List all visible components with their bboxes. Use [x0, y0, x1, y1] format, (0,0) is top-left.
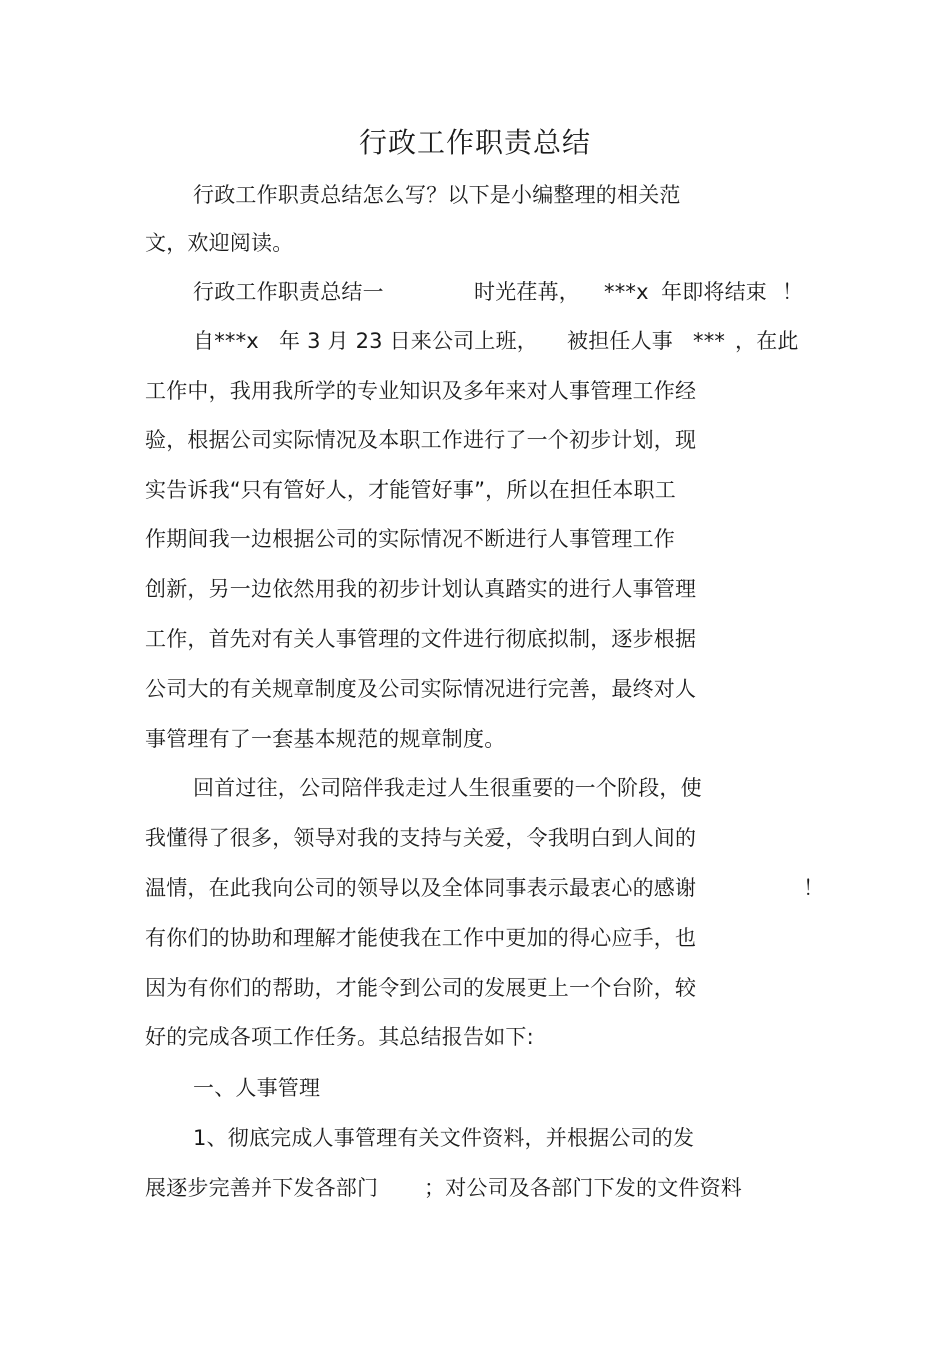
paragraph-line-12: 事管理有了一套基本规范的规章制度。	[145, 727, 506, 751]
text-distribute: 展逐步完善并下发各部门	[145, 1176, 379, 1200]
paragraph-line-14: 我懂得了很多，领导对我的支持与关爱，令我明白到人间的	[145, 826, 697, 850]
heading-text-year-mask: ***x	[604, 280, 649, 304]
paragraph-line-18: 好的完成各项工作任务。其总结报告如下:	[145, 1025, 534, 1049]
list-item-1-row-2	[0, 1173, 950, 1203]
paragraph-row-thanks	[0, 873, 950, 903]
paragraph-line-17: 因为有你们的帮助，才能令到公司的发展更上一个台阶，较	[145, 976, 697, 1000]
paragraph-line-10: 工作，首先对有关人事管理的文件进行彻底拟制，逐步根据	[145, 627, 697, 651]
section-heading-row	[0, 277, 950, 307]
text-documents: ；对公司及各部门下发的文件资料	[424, 1176, 742, 1200]
paragraph-line-13: 回首过往，公司陪伴我走过人生很重要的一个阶段，使	[193, 776, 702, 800]
text-here: ，在此	[735, 329, 799, 353]
paragraph-line-5: 工作中，我用我所学的专业知识及多年来对人事管理工作经	[145, 379, 697, 403]
section-heading: 行政工作职责总结一	[193, 280, 384, 304]
list-item-1-line-1: 1、彻底完成人事管理有关文件资料，并根据公司的发	[193, 1126, 695, 1150]
paragraph-line-6: 验，根据公司实际情况及本职工作进行了一个初步计划，现	[145, 428, 697, 452]
paragraph-line-9: 创新，另一边依然用我的初步计划认真踏实的进行人事管理	[145, 577, 697, 601]
paragraph-line-2: 文，欢迎阅读。	[145, 231, 294, 255]
heading-text-time: 时光荏苒，	[474, 280, 580, 304]
text-thanks-exclaim: ！	[803, 876, 825, 900]
text-position-mask: ***	[693, 329, 726, 353]
heading-text-exclaim: ！	[782, 280, 804, 304]
text-appointed: 被担任人事	[567, 329, 673, 353]
paragraph-line-8: 作期间我一边根据公司的实际情况不断进行人事管理工作	[145, 527, 675, 551]
paragraph-row-start-date	[0, 326, 950, 356]
paragraph-line-16: 有你们的协助和理解才能使我在工作中更加的得心应手，也	[145, 926, 697, 950]
paragraph-line-11: 公司大的有关规章制度及公司实际情况进行完善，最终对人	[145, 677, 697, 701]
text-thanks: 温情，在此我向公司的领导以及全体同事表示最衷心的感谢	[145, 876, 697, 900]
paragraph-line-1: 行政工作职责总结怎么写？以下是小编整理的相关范	[193, 183, 681, 207]
paragraph-line-7: 实告诉我“只有管好人，才能管好事”，所以在担任本职工	[145, 478, 676, 502]
document-title: 行政工作职责总结	[358, 126, 591, 159]
heading-text-ending: 年即将结束	[661, 280, 767, 304]
text-start-date: 年 3 月 23 日来公司上班，	[279, 329, 538, 353]
text-since-mask: 自***x	[193, 329, 259, 353]
section-heading-hr: 一、人事管理	[193, 1076, 321, 1100]
